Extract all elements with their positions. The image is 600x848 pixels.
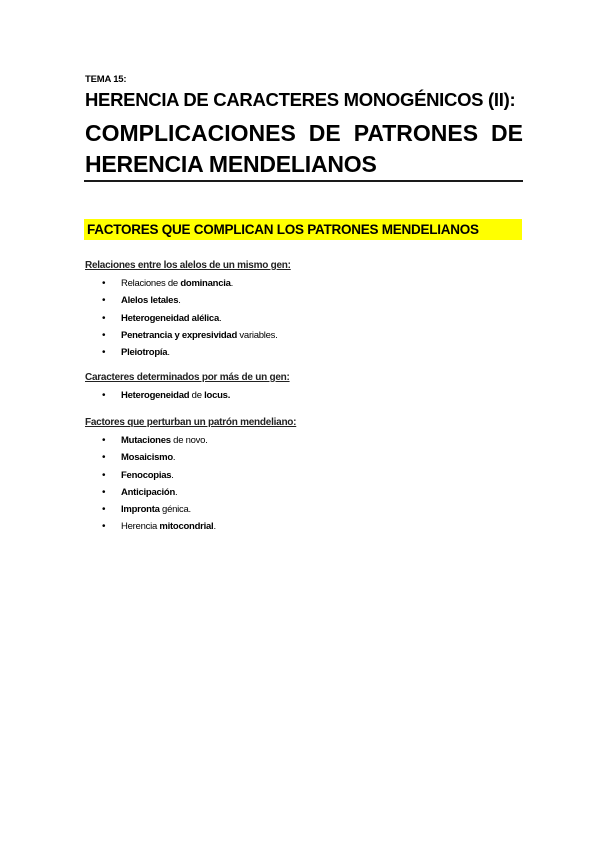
document-title-line-2: [85, 118, 523, 148]
list-item: [85, 344, 523, 361]
item-text-bold: Alelos letales: [121, 295, 179, 307]
bullet-list: [85, 432, 523, 536]
bullet-icon: •: [102, 295, 106, 307]
bullet-icon: •: [102, 469, 106, 481]
bullet-icon: •: [102, 504, 106, 516]
group-disturbing-factors: [85, 416, 523, 536]
document-title-line-1: HERENCIA DE CARACTERES MONOGÉNICOS (II):: [85, 89, 516, 110]
item-text-regular: .: [213, 521, 216, 533]
list-item: [85, 275, 523, 292]
bullet-icon: •: [102, 452, 106, 464]
list-item: [85, 387, 523, 404]
group-title: Relaciones entre los alelos de un mismo gen:: [85, 260, 291, 271]
item-text-regular: .: [175, 486, 178, 498]
item-text-regular: de novo.: [170, 435, 208, 446]
title-divider: [84, 180, 523, 182]
bullet-list: [85, 387, 523, 404]
item-text-regular: .: [172, 452, 176, 464]
group-title: Caracteres determinados por más de un gen:: [85, 372, 290, 383]
topic-label: TEMA 15:: [85, 74, 127, 85]
bullet-icon: •: [102, 312, 106, 324]
list-item: [85, 432, 523, 449]
item-text-regular: Relaciones de: [121, 278, 181, 289]
item-text-bold: Mosaicismo: [121, 452, 173, 464]
bullet-icon: •: [102, 521, 106, 533]
item-text-bold: Impronta: [121, 504, 160, 516]
bullet-icon: •: [102, 347, 106, 359]
bullet-icon: •: [102, 435, 106, 446]
item-text-bold: Anticipación: [121, 486, 176, 498]
item-text-regular: .: [218, 312, 222, 324]
item-text-regular: variables.: [237, 329, 278, 341]
title-word: COMPLICACIONES: [85, 120, 296, 146]
item-text-regular: .: [171, 469, 174, 481]
item-text-bold: Pleiotropía: [121, 347, 168, 359]
bullet-icon: •: [102, 486, 106, 498]
bullet-icon: •: [102, 278, 106, 289]
list-item: [85, 449, 523, 466]
bullet-icon: •: [102, 329, 106, 341]
item-text-bold: locus.: [204, 390, 231, 401]
title-word: DE: [491, 120, 523, 146]
title-word: DE: [308, 120, 341, 146]
item-text-bold: Heterogeneidad: [121, 390, 190, 401]
item-text-regular: Herencia: [121, 521, 160, 533]
group-allele-relations: [85, 259, 523, 361]
item-text-bold: Penetrancia y expresividad: [121, 329, 238, 341]
item-text-regular: .: [167, 347, 170, 359]
item-text-bold: mitocondrial: [159, 521, 214, 533]
item-text-bold: Heterogeneidad alélica: [121, 312, 219, 324]
bullet-list: [85, 275, 523, 361]
item-text-regular: .: [178, 295, 181, 307]
item-text-bold: Mutaciones: [121, 435, 171, 446]
list-item: [85, 501, 523, 518]
group-title: Factores que perturban un patrón mendeliano:: [85, 417, 297, 428]
group-multigene-traits: [85, 371, 523, 404]
list-item: [85, 484, 523, 501]
item-text-bold: dominancia: [180, 278, 231, 289]
list-item: [85, 292, 523, 309]
document-title-line-3: HERENCIA MENDELIANOS: [85, 151, 377, 177]
title-word: PATRONES: [353, 120, 479, 146]
list-item: [85, 467, 523, 484]
item-text-regular: .: [230, 278, 234, 289]
item-text-bold: Fenocopias: [121, 469, 172, 481]
item-text-regular: de: [189, 390, 205, 401]
list-item: [85, 518, 523, 535]
list-item: [85, 327, 523, 344]
list-item: [85, 310, 523, 327]
section-heading-highlighted: FACTORES QUE COMPLICAN LOS PATRONES MENDELIANOS: [84, 219, 522, 240]
bullet-icon: •: [102, 390, 106, 401]
item-text-regular: génica.: [159, 504, 191, 516]
